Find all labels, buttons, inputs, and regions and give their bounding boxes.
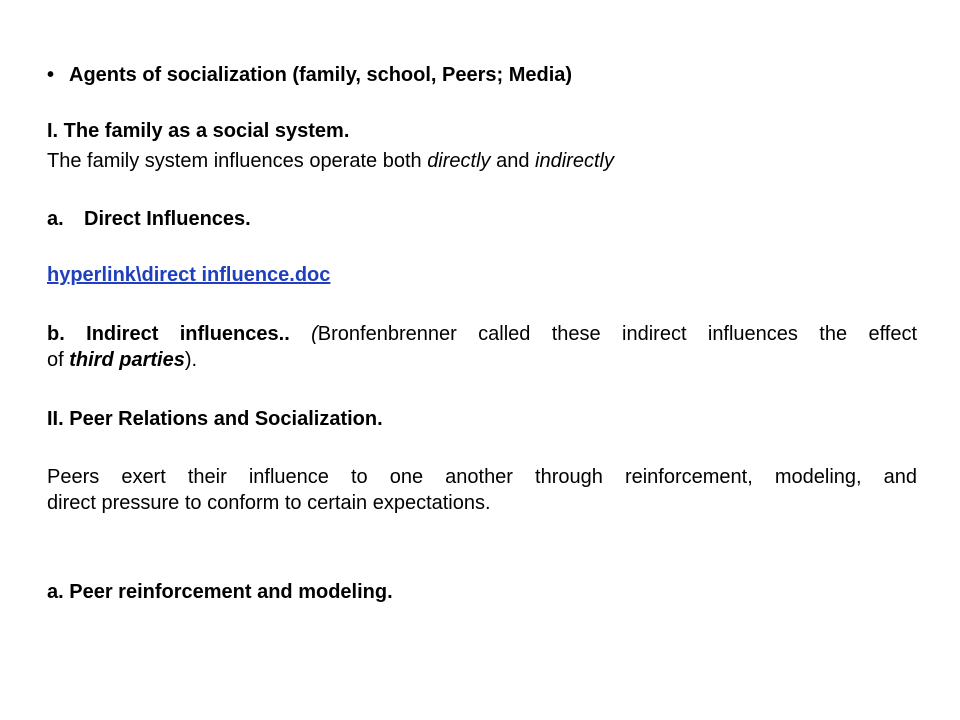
family-influence-paragraph: [47, 149, 614, 173]
bullet-icon: •: [47, 64, 55, 86]
indirect-influences-line2: [47, 348, 197, 372]
family-body-indirectly: indirectly: [535, 150, 614, 172]
item-marker: a.: [47, 208, 64, 230]
third-parties-text: third parties: [69, 349, 185, 371]
indirect-influences-line1: [47, 322, 917, 346]
indirect-influences-desc: Bronfenbrenner called these indirect influences the effect: [317, 323, 918, 345]
section-heading-family: I. The family as a social system.: [47, 120, 350, 142]
item-label: Direct Influences.: [84, 208, 251, 230]
line2-prefix: of: [47, 349, 70, 371]
bullet-text: Agents of socialization (family, school, Peers; Media): [69, 64, 573, 86]
line2-suffix: ).: [184, 349, 198, 371]
bullet-agents-of-socialization: [47, 63, 572, 87]
hyperlink-row: [47, 263, 330, 287]
open-paren: (: [289, 323, 318, 345]
family-body-directly: directly: [427, 150, 491, 172]
indirect-influences-label: b. Indirect influences..: [47, 323, 290, 345]
family-body-prefix: The family system influences operate both: [47, 150, 428, 172]
family-body-mid: and: [490, 150, 536, 172]
peer-paragraph-line1: [47, 465, 917, 489]
item-direct-influences: [47, 207, 251, 231]
peer-paragraph-text1: Peers exert their influence to one another through reinforcement, modeling, and: [47, 466, 917, 488]
direct-influence-doc-link[interactable]: hyperlink\direct influence.doc: [47, 264, 331, 286]
item-peer-reinforcement: a. Peer reinforcement and modeling.: [47, 581, 393, 603]
peer-paragraph-line2: direct pressure to conform to certain expectations.: [47, 492, 491, 514]
section-heading-peer-relations: II. Peer Relations and Socialization.: [47, 408, 383, 430]
